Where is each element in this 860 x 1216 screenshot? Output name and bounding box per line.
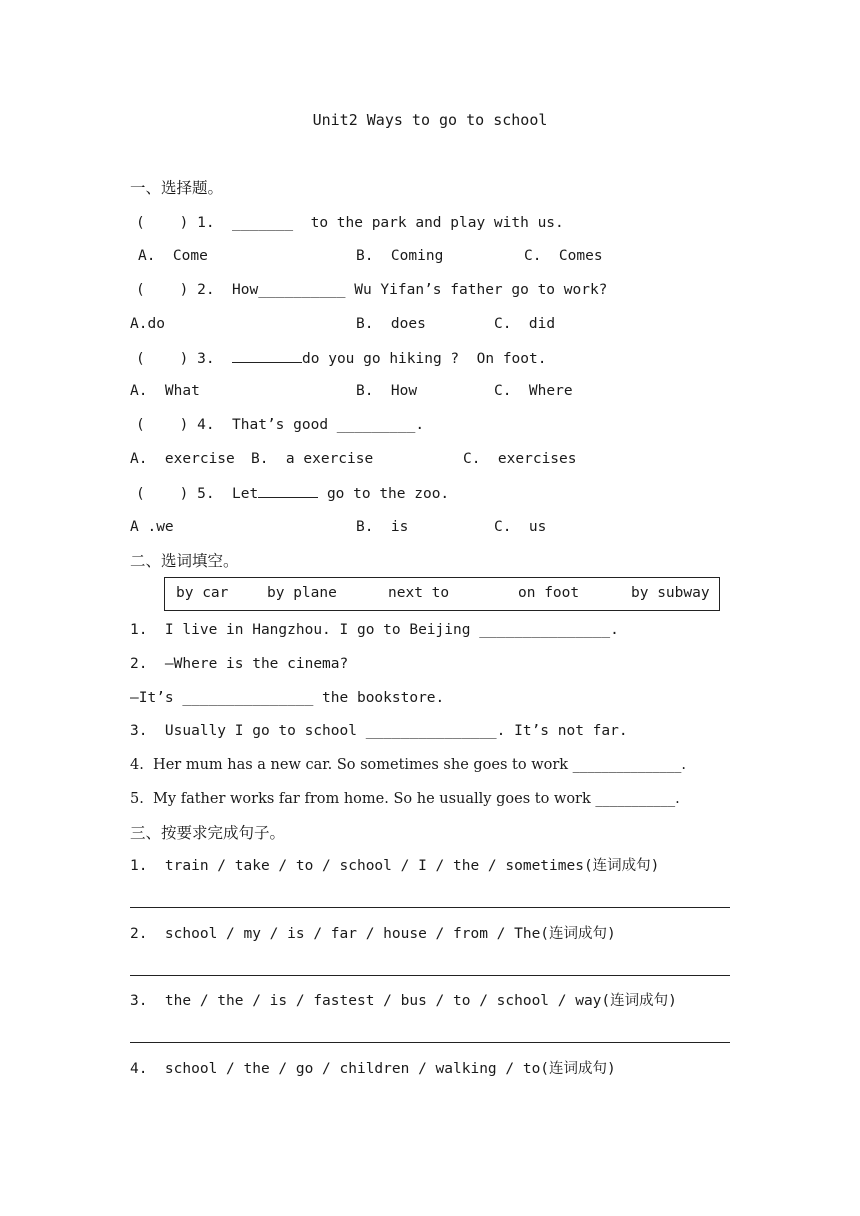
q5-option-b: B. is [356,519,409,535]
word-bank-item: next to [388,585,450,601]
q1-option-a: A. Come [138,248,208,264]
answer-line [130,907,730,908]
q3-stem-pre: ( ) 3. [136,351,233,367]
fill-item-5: 5. My father works far from home. So he usually goes to work ___________. [130,791,680,807]
word-bank-item: by car [176,585,229,601]
word-bank-item: by plane [267,585,337,601]
q2-option-c: C. did [494,316,556,332]
fill-item-3: 3. Usually I go to school _______________. It’s not far. [130,723,628,739]
section2-heading: 二、选词填空。 [130,552,239,570]
q5-stem-post: go to the zoo. [318,486,450,502]
q2-option-b: B. does [356,316,426,332]
answer-line [130,975,730,976]
q5-option-a: A .we [130,519,174,535]
q3-option-c: C. Where [494,383,573,399]
q1-option-b: B. Coming [356,248,444,264]
question-5-stem [136,483,449,504]
section1-heading: 一、选择题。 [130,179,224,197]
word-bank-item: by subway [631,585,710,601]
q1-option-c: C. Comes [524,248,603,264]
fill-item-2-answer: —It’s _______________ the bookstore. [130,690,445,706]
q3-option-a: A. What [130,383,200,399]
q5-blank [258,483,318,498]
q3-stem-post: do you go hiking ? On foot. [302,351,547,367]
page-title: Unit2 Ways to go to school [312,111,548,129]
q4-option-b: B. a exercise [251,451,374,467]
answer-line [130,1042,730,1043]
question-4-stem: ( ) 4. That’s good _________. [136,417,425,433]
word-bank-item: on foot [518,585,580,601]
q5-option-c: C. us [494,519,547,535]
q2-option-a: A.do [130,316,165,332]
sentence-item-4: 4. school / the / go / children / walking / to(连词成句) [130,1061,616,1077]
word-bank-box [164,577,720,611]
q3-blank [232,348,302,363]
q4-option-c: C. exercises [463,451,577,467]
question-2-stem: ( ) 2. How__________ Wu Yifan’s father go to work? [136,282,608,298]
sentence-item-3: 3. the / the / is / fastest / bus / to / school / way(连词成句) [130,993,677,1009]
section3-heading: 三、按要求完成句子。 [130,824,286,842]
question-1-stem: ( ) 1. _______ to the park and play with us. [136,215,564,231]
fill-item-4: 4. Her mum has a new car. So sometimes she goes to work _______________. [130,757,687,773]
q5-stem-pre: ( ) 5. Let [136,486,259,502]
sentence-item-1: 1. train / take / to / school / I / the / sometimes(连词成句) [130,858,660,874]
q4-option-a: A. exercise [130,451,235,467]
fill-item-2: 2. —Where is the cinema? [130,656,349,672]
sentence-item-2: 2. school / my / is / far / house / from / The(连词成句) [130,926,616,942]
question-3-stem [136,348,546,369]
q3-option-b: B. How [356,383,418,399]
fill-item-1: 1. I live in Hangzhou. I go to Beijing _______________. [130,622,619,638]
